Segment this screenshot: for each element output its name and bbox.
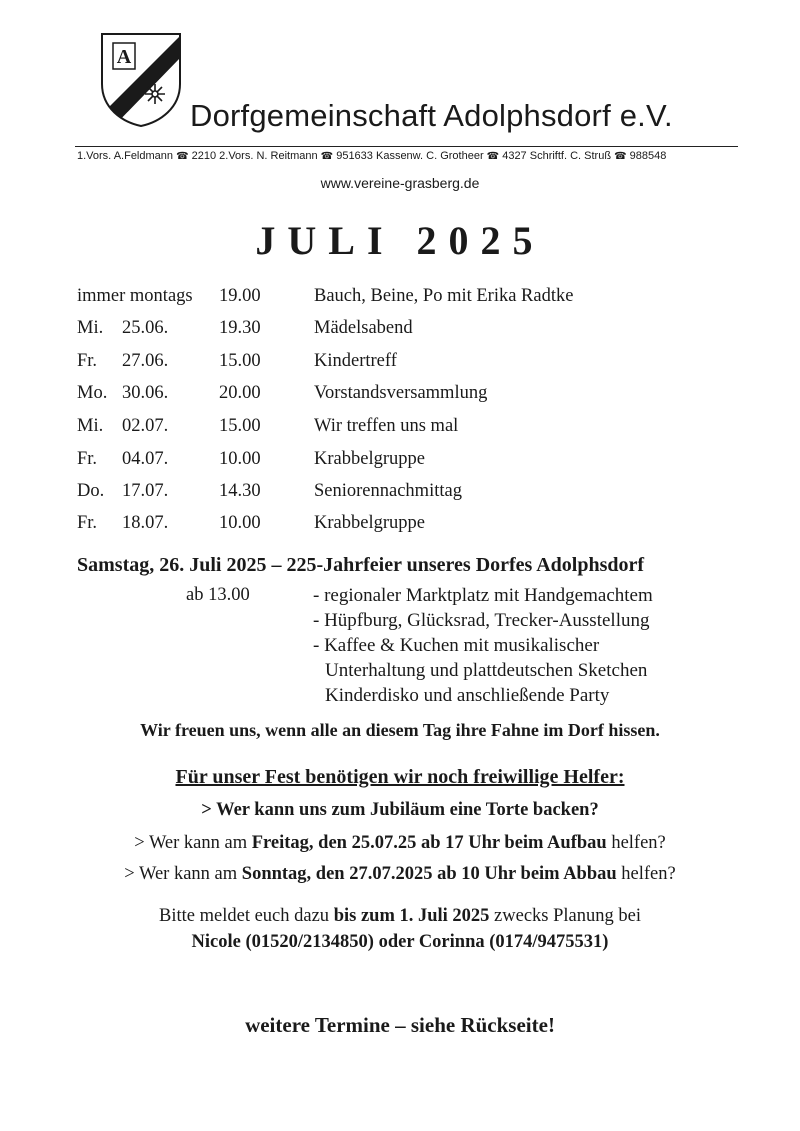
phone-icon: ☎ bbox=[176, 151, 189, 162]
organization-name: Dorfgemeinschaft Adolphsdorf e.V. bbox=[190, 98, 673, 133]
event-time: 10.00 bbox=[219, 449, 261, 469]
website-link[interactable]: www.vereine-grasberg.de bbox=[320, 175, 480, 191]
coat-of-arms-icon bbox=[100, 32, 182, 128]
event-day: Fr. bbox=[77, 449, 98, 469]
board-name: C. Grotheer bbox=[426, 150, 484, 162]
event-title: Krabbelgruppe bbox=[314, 513, 425, 533]
recurring-title: Bauch, Beine, Po mit Erika Radtke bbox=[314, 286, 574, 306]
event-time: 19.30 bbox=[219, 318, 261, 338]
event-title: Mädelsabend bbox=[314, 318, 413, 338]
helper-text: helfen? bbox=[616, 864, 676, 884]
contact-text: zwecks Planung bei bbox=[489, 906, 641, 926]
header-divider bbox=[75, 146, 738, 147]
festival-item: - Kaffee & Kuchen mit musikalischer bbox=[313, 635, 600, 656]
helper-highlight: Sonntag, den 27.07.2025 ab 10 Uhr beim Abbau bbox=[241, 864, 617, 884]
board-contacts bbox=[77, 150, 666, 162]
flag-note: Wir freuen uns, wenn alle an diesem Tag ihre Fahne im Dorf hissen. bbox=[140, 720, 660, 740]
svg-text:A: A bbox=[116, 46, 132, 68]
event-day: Fr. bbox=[77, 351, 98, 371]
event-title: Wir treffen uns mal bbox=[314, 416, 459, 436]
helpers-heading: Für unser Fest benötigen wir noch freiwillige Helfer: bbox=[175, 766, 625, 788]
event-title: Krabbelgruppe bbox=[314, 449, 425, 469]
board-phone: 4327 bbox=[502, 150, 527, 162]
contact-line bbox=[0, 906, 800, 927]
recurring-label: immer montags bbox=[77, 286, 193, 306]
board-role: Kassenw. bbox=[375, 150, 424, 162]
event-date: 02.07. bbox=[122, 416, 169, 436]
recurring-time: 19.00 bbox=[219, 286, 261, 306]
event-day: Mi. bbox=[77, 318, 104, 338]
helper-text: > Wer kann am bbox=[134, 833, 252, 853]
festival-item: Unterhaltung und plattdeutschen Sketchen bbox=[325, 660, 648, 681]
festival-headline: Samstag, 26. Juli 2025 – 225-Jahrfeier unseres Dorfes Adolphsdorf bbox=[77, 554, 645, 576]
board-role: 1.Vors. bbox=[77, 150, 112, 162]
event-title: Seniorennachmittag bbox=[314, 481, 462, 501]
event-time: 15.00 bbox=[219, 351, 261, 371]
board-name: C. Struß bbox=[570, 150, 612, 162]
event-date: 17.07. bbox=[122, 481, 169, 501]
event-day: Fr. bbox=[77, 513, 98, 533]
festival-item: Kinderdisko und anschließende Party bbox=[325, 685, 610, 706]
phone-icon: ☎ bbox=[614, 151, 627, 162]
event-title: Kindertreff bbox=[314, 351, 397, 371]
festival-item: - regionaler Marktplatz mit Handgemachtem bbox=[313, 585, 653, 606]
event-day: Do. bbox=[77, 481, 105, 501]
event-date: 04.07. bbox=[122, 449, 169, 469]
event-date: 27.06. bbox=[122, 351, 169, 371]
board-role: Schriftf. bbox=[529, 150, 568, 162]
contact-text: Bitte meldet euch dazu bbox=[159, 906, 334, 926]
footer-note: weitere Termine – siehe Rückseite! bbox=[245, 1013, 555, 1037]
event-time: 10.00 bbox=[219, 513, 261, 533]
board-phone: 988548 bbox=[629, 150, 667, 162]
contact-deadline: bis zum 1. Juli 2025 bbox=[333, 906, 490, 926]
helper-highlight: Freitag, den 25.07.25 ab 17 Uhr beim Aufbau bbox=[251, 833, 607, 853]
board-name: A.Feldmann bbox=[113, 150, 174, 162]
board-role: 2.Vors. bbox=[219, 150, 254, 162]
board-phone: 2210 bbox=[191, 150, 217, 162]
event-date: 18.07. bbox=[122, 513, 169, 533]
event-date: 25.06. bbox=[122, 318, 169, 338]
contact-people: Nicole (01520/2134850) oder Corinna (0174/9475531) bbox=[191, 932, 609, 952]
phone-icon: ☎ bbox=[486, 151, 500, 162]
event-day: Mo. bbox=[77, 383, 108, 403]
month-title: JULI 2025 bbox=[255, 218, 545, 263]
helper-request-teardown bbox=[0, 864, 800, 885]
event-day: Mi. bbox=[77, 416, 104, 436]
event-time: 15.00 bbox=[219, 416, 261, 436]
helper-text: helfen? bbox=[606, 833, 666, 853]
festival-item: - Hüpfburg, Glücksrad, Trecker-Ausstellung bbox=[313, 610, 650, 631]
helper-request-setup bbox=[0, 833, 800, 854]
event-title: Vorstandsversammlung bbox=[314, 383, 488, 403]
board-phone: 951633 bbox=[336, 150, 373, 162]
helper-request-cake: > Wer kann uns zum Jubiläum eine Torte backen? bbox=[201, 800, 599, 820]
event-time: 20.00 bbox=[219, 383, 261, 403]
helper-text: > Wer kann am bbox=[124, 864, 242, 884]
board-name: N. Reitmann bbox=[256, 150, 318, 162]
event-date: 30.06. bbox=[122, 383, 169, 403]
event-time: 14.30 bbox=[219, 481, 261, 501]
festival-start-time: ab 13.00 bbox=[186, 585, 250, 605]
phone-icon: ☎ bbox=[320, 151, 334, 162]
